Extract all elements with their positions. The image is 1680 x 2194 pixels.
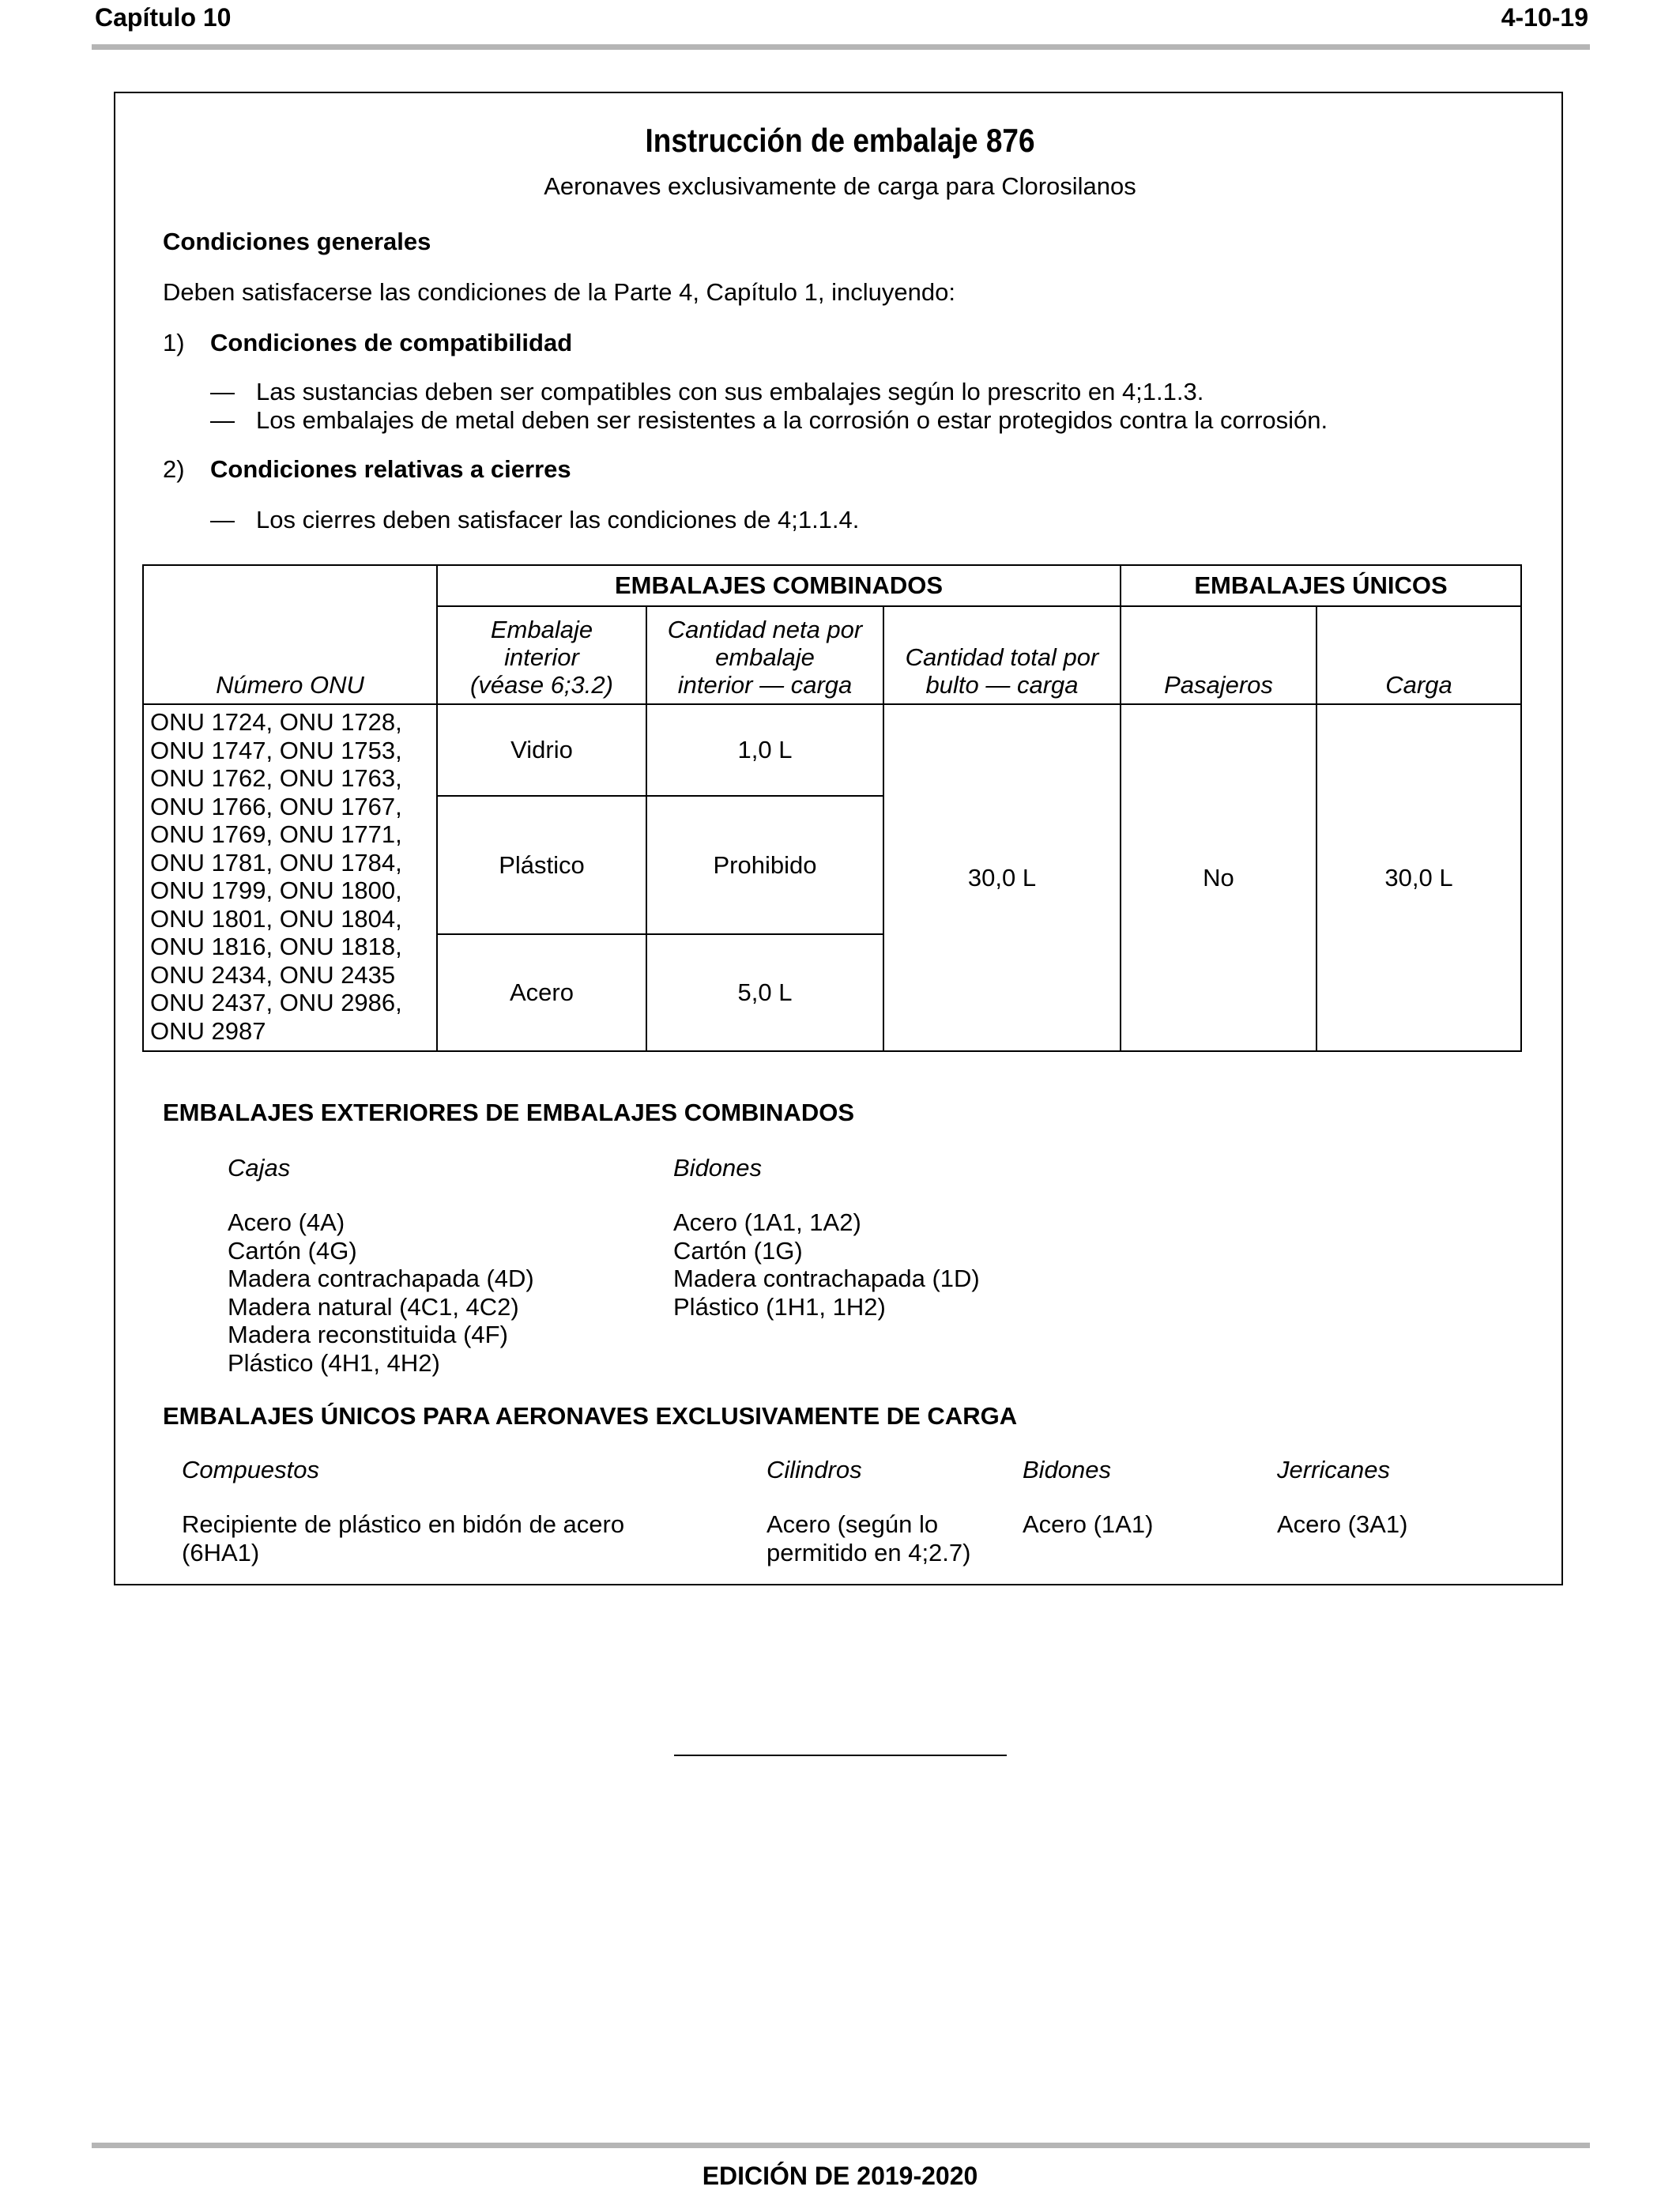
list-item: permitido en 4;2.7) (767, 1538, 971, 1566)
list-item: Madera natural (4C1, 4C2) (228, 1292, 519, 1321)
header-line: Cantidad neta por (667, 616, 863, 643)
drums-label: Bidones (673, 1154, 763, 1182)
packing-instruction-box (114, 92, 1563, 1585)
header-line: embalaje (715, 643, 815, 671)
outer-packaging-heading: EMBALAJES EXTERIORES DE EMBALAJES COMBINADOS (163, 1099, 854, 1126)
condition-2-number: 2) (163, 455, 185, 483)
dash-mark: — (210, 406, 235, 434)
header-line: Embalaje (490, 616, 593, 643)
un-line: ONU 1747, ONU 1753, (150, 736, 402, 764)
net-quantity-header (646, 606, 883, 704)
table-corner (143, 565, 437, 606)
single-packaging-heading: EMBALAJES ÚNICOS PARA AERONAVES EXCLUSIVAMENTE DE CARGA (163, 1402, 1018, 1430)
header-line: bulto — carga (925, 671, 1079, 699)
net-quantity-glass: 1,0 L (646, 704, 883, 796)
header-line: interior — carga (677, 671, 853, 699)
page-subtitle: Aeronaves exclusivamente de carga para Clorosilanos (544, 172, 1136, 200)
passenger-cell: No (1121, 704, 1317, 1051)
un-line: ONU 2987 (150, 1016, 266, 1045)
header-line: (véase 6;3.2) (470, 671, 613, 699)
single-drums-list (1023, 1510, 1153, 1539)
list-item: Madera contrachapada (1D) (673, 1265, 980, 1292)
un-line: ONU 1769, ONU 1771, (150, 820, 402, 848)
bullet-text: Los embalajes de metal deben ser resistentes a la corrosión o estar protegidos contra la corrosión. (256, 406, 1328, 434)
list-item: Madera reconstituida (4F) (228, 1321, 508, 1348)
net-quantity-steel: 5,0 L (646, 934, 883, 1051)
header-line: interior (504, 643, 579, 671)
cargo-header: Carga (1317, 606, 1521, 704)
header-rule (92, 44, 1590, 50)
single-drums-label: Bidones (1023, 1456, 1112, 1483)
un-line: ONU 1766, ONU 1767, (150, 792, 402, 820)
single-packaging-header: EMBALAJES ÚNICOS (1121, 565, 1521, 606)
net-quantity-plastic: Prohibido (646, 796, 883, 934)
condition-1-bullet-1 (210, 378, 1203, 406)
inner-packaging-glass: Vidrio (437, 704, 646, 796)
general-conditions-heading: Condiciones generales (163, 228, 431, 255)
condition-2-title: Condiciones relativas a cierres (210, 455, 571, 483)
un-line: ONU 1781, ONU 1784, (150, 848, 402, 876)
jerricans-label: Jerricanes (1277, 1456, 1390, 1483)
edition-footer: EDICIÓN DE 2019-2020 (702, 2162, 978, 2190)
cylinders-list (767, 1510, 970, 1566)
un-line: ONU 1762, ONU 1763, (150, 764, 402, 792)
list-item: Plástico (4H1, 4H2) (228, 1348, 440, 1377)
un-line: ONU 2434, ONU 2435 (150, 960, 396, 989)
inner-packaging-plastic: Plástico (437, 796, 646, 934)
inner-packaging-steel: Acero (437, 934, 646, 1051)
list-item: Recipiente de plástico en bidón de acero (182, 1510, 625, 1538)
list-item: Acero (según lo (767, 1510, 939, 1538)
list-item: Acero (1A1) (1023, 1510, 1154, 1538)
un-line: ONU 1801, ONU 1804, (150, 904, 402, 933)
cargo-cell: 30,0 L (1317, 704, 1521, 1051)
general-conditions-intro: Deben satisfacerse las condiciones de la Parte 4, Capítulo 1, incluyendo: (163, 278, 955, 306)
header-line: Cantidad total por (905, 643, 1099, 671)
un-number-header: Número ONU (143, 606, 437, 704)
page-number: 4-10-19 (1501, 3, 1588, 32)
list-item: Acero (4A) (228, 1208, 345, 1236)
condition-2-bullet-1 (210, 506, 859, 534)
dash-mark: — (210, 378, 235, 405)
inner-packaging-header (437, 606, 646, 704)
end-divider (674, 1755, 1007, 1756)
footer-rule (92, 2143, 1590, 2148)
page-title: Instrucción de embalaje 876 (645, 122, 1035, 159)
packaging-table (142, 564, 1522, 1052)
un-line: ONU 1799, ONU 1800, (150, 876, 402, 904)
list-item: (6HA1) (182, 1538, 260, 1566)
composites-label: Compuestos (182, 1456, 320, 1483)
bullet-text: Los cierres deben satisfacer las condiciones de 4;1.1.4. (256, 506, 860, 533)
combined-packaging-header: EMBALAJES COMBINADOS (437, 565, 1121, 606)
bullet-text: Las sustancias deben ser compatibles con sus embalajes según lo prescrito en 4;1.1.3. (256, 378, 1204, 405)
boxes-list (228, 1208, 534, 1377)
list-item: Cartón (4G) (228, 1236, 357, 1265)
total-quantity-cell: 30,0 L (883, 704, 1121, 1051)
list-item: Acero (1A1, 1A2) (673, 1208, 861, 1236)
condition-1-title: Condiciones de compatibilidad (210, 329, 573, 356)
drums-list (673, 1208, 980, 1321)
cylinders-label: Cilindros (767, 1456, 862, 1483)
list-item: Acero (3A1) (1277, 1510, 1408, 1538)
un-line: ONU 1724, ONU 1728, (150, 708, 402, 736)
list-item: Plástico (1H1, 1H2) (673, 1292, 886, 1321)
total-quantity-header (883, 606, 1121, 704)
chapter-label: Capítulo 10 (95, 3, 232, 32)
passenger-header: Pasajeros (1121, 606, 1317, 704)
condition-1-bullet-2 (210, 406, 1328, 435)
list-item: Cartón (1G) (673, 1236, 803, 1265)
un-line: ONU 1816, ONU 1818, (150, 933, 402, 960)
un-line: ONU 2437, ONU 2986, (150, 989, 402, 1016)
composites-list (182, 1510, 624, 1566)
boxes-label: Cajas (228, 1154, 291, 1182)
un-numbers-cell (143, 704, 437, 1051)
list-item: Madera contrachapada (4D) (228, 1265, 534, 1292)
condition-1-number: 1) (163, 329, 185, 356)
jerricans-list (1277, 1510, 1407, 1539)
dash-mark: — (210, 506, 235, 533)
